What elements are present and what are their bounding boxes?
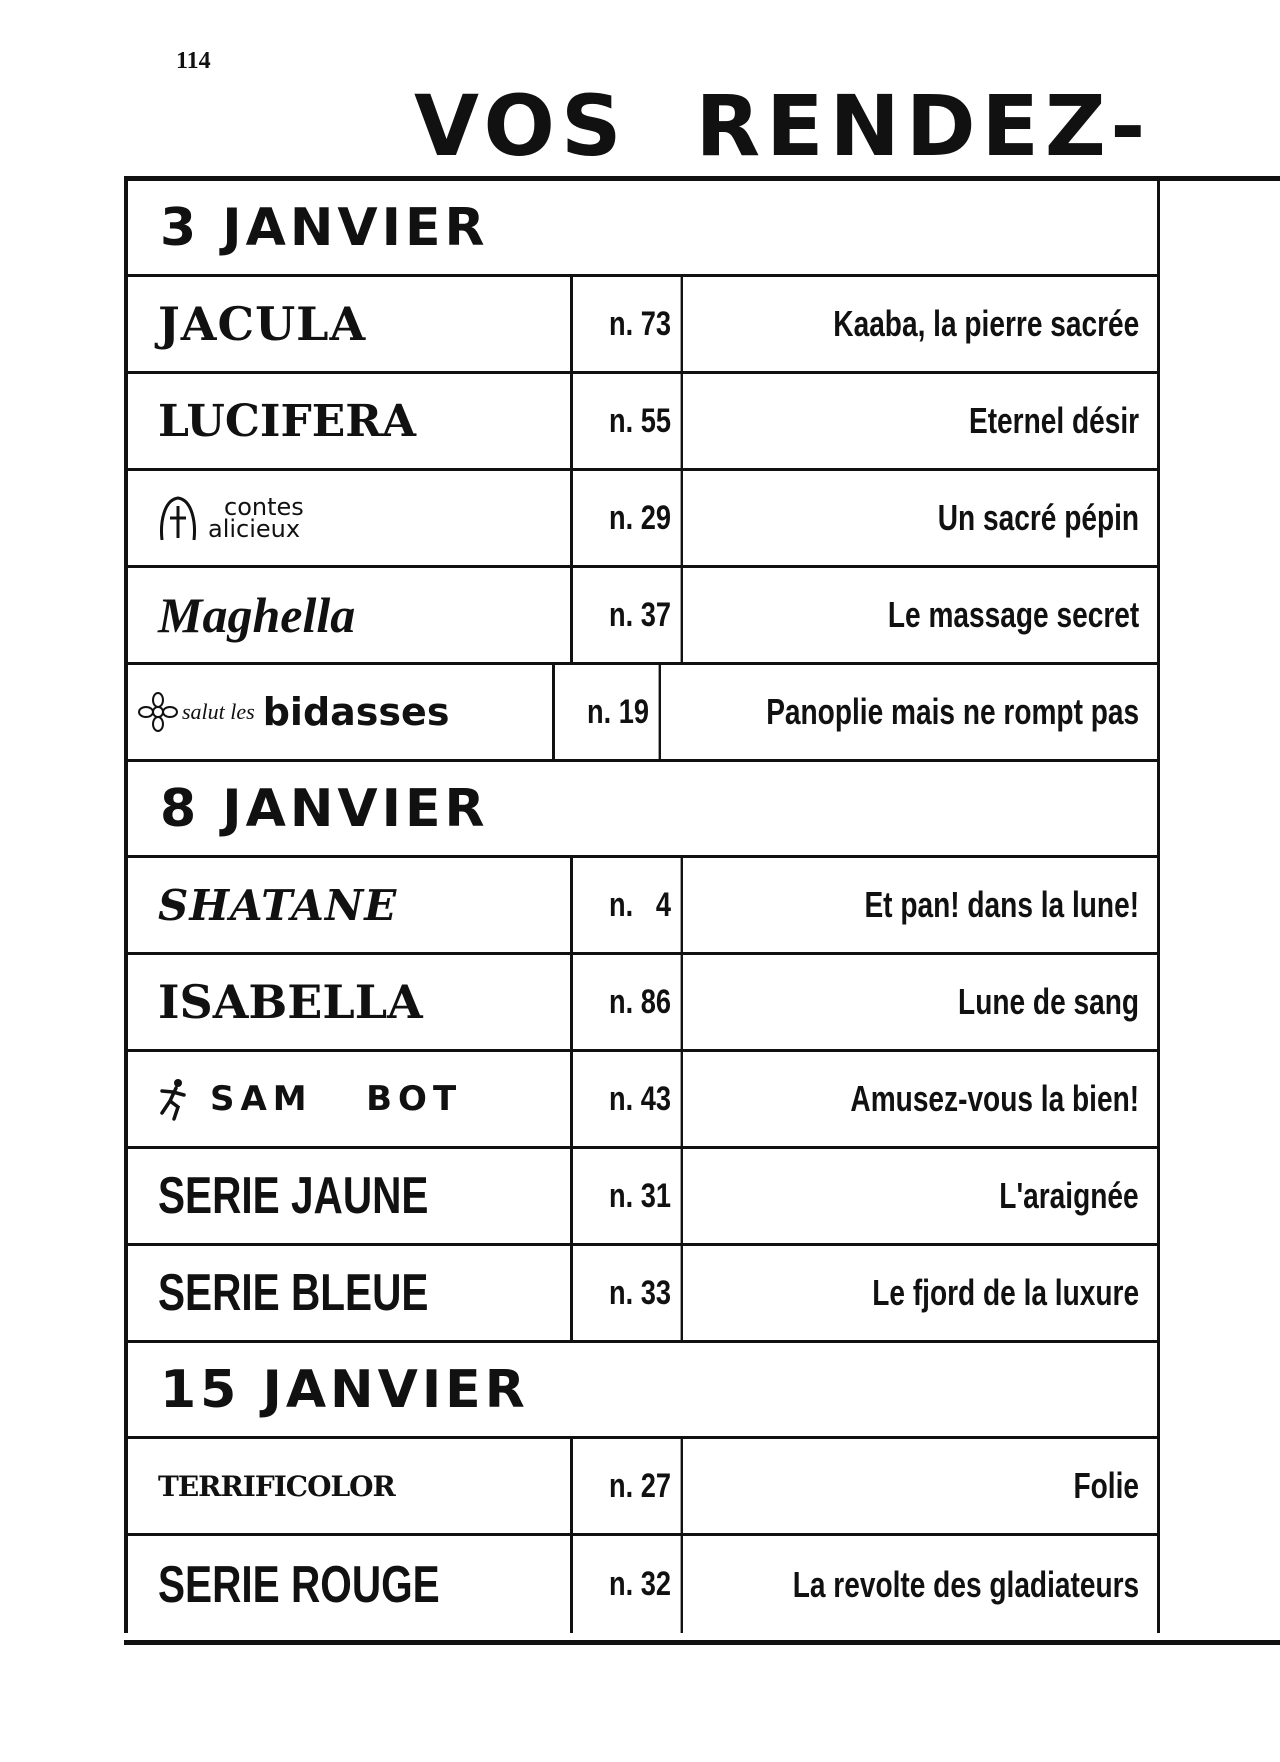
title-cell: [128, 277, 573, 371]
issue-number: n. 32: [595, 1536, 683, 1633]
issue-number: n. 4: [595, 858, 683, 952]
date-header-3-janvier: 3 JANVIER: [128, 181, 1157, 277]
table-row: [128, 665, 1157, 762]
table-row: [128, 471, 1157, 568]
issue-number: n. 29: [595, 471, 683, 565]
story-cell: [683, 1439, 1157, 1533]
issue-number: n. 73: [595, 277, 683, 371]
contes-malicieux-m-logo-icon: [158, 492, 198, 544]
bottom-rule: [124, 1640, 1280, 1645]
issue-number: n. 19: [576, 665, 661, 759]
issue-number: n. 33: [595, 1246, 683, 1340]
title-cell: [128, 471, 573, 565]
schedule-table: [124, 181, 1160, 1633]
table-row: [128, 1536, 1157, 1633]
date-header-15-janvier: 15 JANVIER: [128, 1343, 1157, 1439]
issue-number: n. 27: [595, 1439, 683, 1533]
story-title: Un sacré pépin: [937, 497, 1139, 538]
title-logo-sam-bot: SAM BOT: [210, 1079, 463, 1119]
story-cell: [683, 374, 1157, 468]
page-headline: [414, 77, 1152, 175]
story-title: Kaaba, la pierre sacrée: [833, 303, 1139, 344]
title-line-2: alicieux: [208, 515, 301, 543]
story-title: Lune de sang: [958, 981, 1139, 1022]
title-line-1: contes: [224, 493, 304, 521]
table-row: [128, 1052, 1157, 1149]
title-cell: [128, 1052, 573, 1146]
table-row: [128, 568, 1157, 665]
title-serie-rouge: SERIE ROUGE: [158, 1555, 440, 1614]
story-title: L'araignée: [999, 1175, 1139, 1216]
story-cell: [683, 858, 1157, 952]
headline-word-2: RENDEZ-: [695, 77, 1152, 175]
issue-number: n. 55: [595, 374, 683, 468]
title-cell: [128, 1536, 573, 1633]
title-serie-bleue: SERIE BLEUE: [158, 1264, 429, 1322]
story-cell: [683, 568, 1157, 662]
story-cell: [683, 955, 1157, 1049]
title-logo-terrificolor: TERRIFICOLOR: [158, 1469, 395, 1503]
table-row: [128, 858, 1157, 955]
story-title: Amusez-vous la bien!: [850, 1078, 1139, 1119]
title-cell: [128, 1149, 573, 1243]
story-title: Folie: [1073, 1465, 1139, 1506]
title-logo-maghella: Maghella: [158, 587, 356, 643]
title-cell: [128, 568, 573, 662]
story-cell: [683, 1536, 1157, 1633]
title-logo-script: salut les: [182, 699, 255, 724]
title-cell: [128, 374, 573, 468]
story-title: Le massage secret: [887, 594, 1139, 635]
title-cell: [128, 1246, 573, 1340]
table-row: [128, 277, 1157, 374]
headline-word-1: VOS: [414, 77, 628, 175]
story-cell: [683, 471, 1157, 565]
table-row: [128, 374, 1157, 471]
issue-number: n. 31: [595, 1149, 683, 1243]
title-logo-bidasses: bidasses: [262, 690, 450, 734]
issue-number: n. 43: [595, 1052, 683, 1146]
issue-number: n. 37: [595, 568, 683, 662]
story-title: La revolte des gladiateurs: [792, 1563, 1139, 1605]
story-title: Et pan! dans la lune!: [864, 884, 1139, 925]
table-row: [128, 955, 1157, 1052]
running-man-icon: [158, 1077, 188, 1121]
table-row: [128, 1246, 1157, 1343]
story-cell: [683, 277, 1157, 371]
date-header-8-janvier: 8 JANVIER: [128, 762, 1157, 858]
story-title: Panoplie mais ne rompt pas: [766, 691, 1139, 732]
story-cell: [683, 1149, 1157, 1243]
title-logo-contes-malicieux: [208, 493, 304, 543]
title-logo-isabella: ISABELLA: [158, 975, 423, 1029]
title-cell: [128, 858, 573, 952]
story-cell: [661, 665, 1157, 759]
issue-number: n. 86: [595, 955, 683, 1049]
title-logo-lucifera: LUCIFERA: [158, 395, 416, 447]
title-cell: [128, 665, 555, 759]
story-cell: [683, 1052, 1157, 1146]
story-title: Le fjord de la luxure: [872, 1272, 1139, 1313]
story-title: Eternel désir: [968, 400, 1139, 441]
table-row: [128, 1439, 1157, 1536]
flower-icon: [138, 692, 178, 732]
table-row: [128, 1149, 1157, 1246]
page-number: 114: [176, 48, 211, 74]
title-serie-jaune: SERIE JAUNE: [158, 1167, 429, 1225]
title-logo-jacula: JACULA: [158, 297, 367, 351]
title-cell: [128, 955, 573, 1049]
title-cell: [128, 1439, 573, 1533]
title-logo-shatane: SHATANE: [158, 880, 398, 930]
story-cell: [683, 1246, 1157, 1340]
